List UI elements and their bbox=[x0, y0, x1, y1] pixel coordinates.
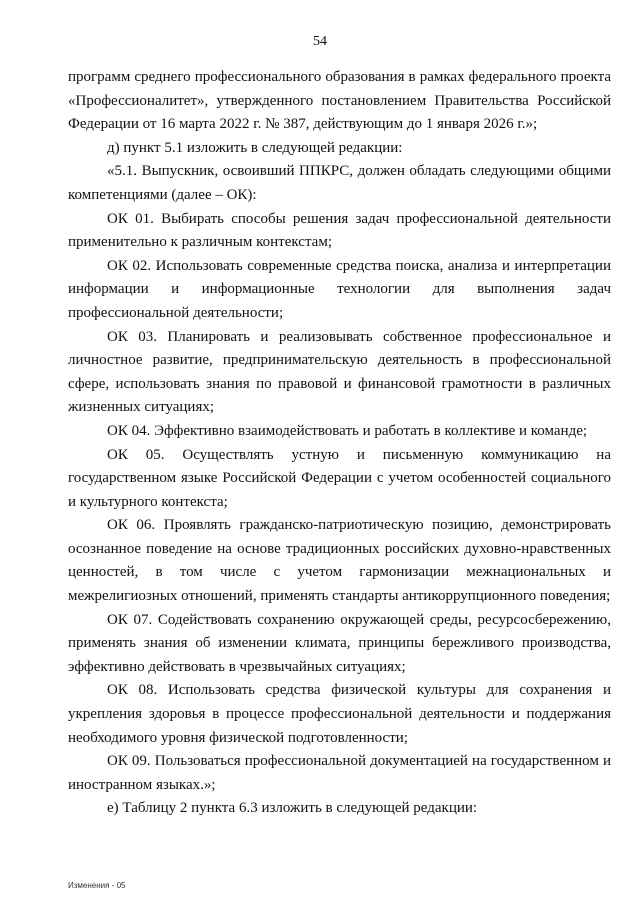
document-body bbox=[68, 66, 611, 821]
paragraph-ok-01: ОК 01. Выбирать способы решения задач профессиональной деятельности применительно к различным контекстам; bbox=[68, 210, 611, 251]
paragraph-ok-08: ОК 08. Использовать средства физической культуры для сохранения и укрепления здоровья в процессе профессиональной деятельности и поддержания необходимого уровня физической подготовленности; bbox=[68, 682, 611, 746]
footer-note: Изменения - 05 bbox=[68, 881, 126, 890]
paragraph-ok-04: ОК 04. Эффективно взаимодействовать и работать в коллективе и команде; bbox=[107, 422, 588, 439]
paragraph-item-e: е) Таблицу 2 пункта 6.3 изложить в следующей редакции: bbox=[107, 800, 478, 817]
paragraph-continuation: программ среднего профессионального образования в рамках федерального проекта «Профессионалитет», утвержденного постановлением Правительства Российской Федерации от 16 марта 2022 г. № 387, действующим до 1 января 2026 г.»; bbox=[68, 69, 611, 133]
paragraph-ok-07: ОК 07. Содействовать сохранению окружающей среды, ресурсосбережению, применять знания об изменении климата, принципы бережливого производства, эффективно действовать в чрезвычайных ситуациях; bbox=[68, 611, 611, 675]
paragraph-item-d: д) пункт 5.1 изложить в следующей редакции: bbox=[107, 139, 403, 156]
paragraph-ok-05: ОК 05. Осуществлять устную и письменную коммуникацию на государственном языке Российской Федерации с учетом особенностей социального и культурного контекста; bbox=[68, 446, 611, 510]
page-number: 54 bbox=[313, 34, 327, 49]
paragraph-ok-09: ОК 09. Пользоваться профессиональной документацией на государственном и иностранном языках.»; bbox=[68, 753, 611, 793]
paragraph-5-1: «5.1. Выпускник, освоивший ППКРС, должен обладать следующими общими компетенциями (далее – ОК): bbox=[68, 163, 611, 203]
paragraph-ok-03: ОК 03. Планировать и реализовывать собственное профессиональное и личностное развитие, предпринимательскую деятельность в профессиональной сфере, использовать знания по правовой и финансовой грамотности в различных жизненных ситуациях; bbox=[68, 328, 611, 416]
paragraph-ok-06: ОК 06. Проявлять гражданско-патриотическую позицию, демонстрировать осознанное поведение на основе традиционных российских духовно-нравственных ценностей, в том числе с учетом гармонизации межнациональных и межрелигиозных отношений, применять стандарты антикоррупционного поведения; bbox=[68, 517, 611, 605]
paragraph-ok-02: ОК 02. Использовать современные средства поиска, анализа и интерпретации информации и информационные технологии для выполнения задач профессиональной деятельности; bbox=[68, 257, 611, 321]
